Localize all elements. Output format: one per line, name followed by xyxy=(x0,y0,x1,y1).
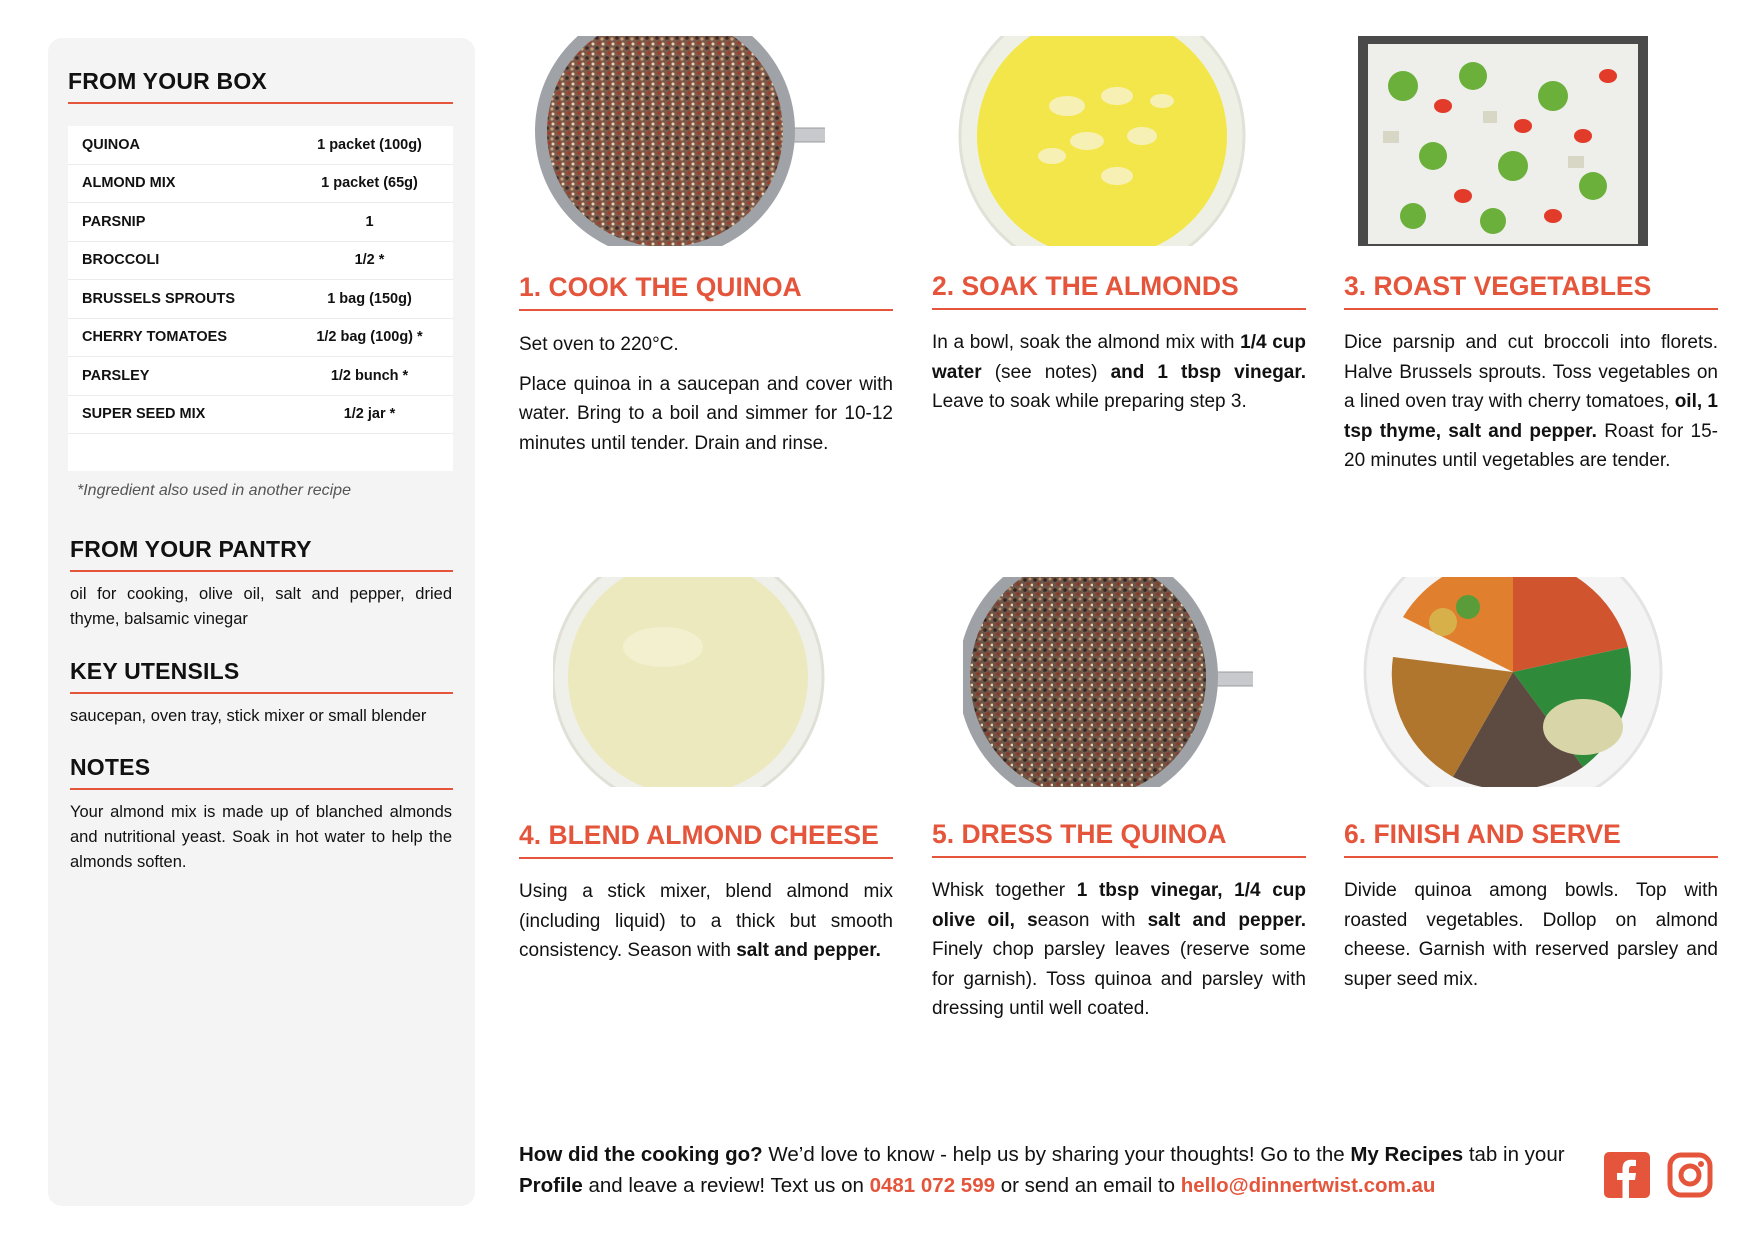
step-3-title: 3. ROAST VEGETABLES xyxy=(1344,271,1718,310)
ingredient-qty: 1/2 bunch * xyxy=(330,367,409,384)
quinoa-strainer-image xyxy=(535,36,825,246)
my-recipes-label: My Recipes xyxy=(1350,1143,1464,1166)
step-2-bold: 1/4 cup water xyxy=(932,332,1306,383)
footer-text: and leave a review! Text us on xyxy=(582,1174,870,1197)
ingredient-name: BROCCOLI xyxy=(82,252,160,269)
step-5-bold: salt and pepper. xyxy=(1147,909,1306,931)
step-1-title: 1. COOK THE QUINOA xyxy=(519,272,893,311)
step-6-title: 6. FINISH AND SERVE xyxy=(1344,819,1718,858)
dressed-quinoa-image xyxy=(963,577,1253,787)
step-2-bold: and 1 tbsp vinegar. xyxy=(1110,361,1307,383)
step-6-body xyxy=(1344,876,1718,994)
step-4-text: Using a stick mixer, blend almond mix (including liquid) to a thick but smooth consistency. Season with xyxy=(519,881,893,961)
ingredient-row xyxy=(68,242,453,281)
email-link[interactable]: hello@dinnertwist.com.au xyxy=(1180,1174,1436,1197)
feedback-footer xyxy=(519,1139,1579,1201)
footer-text: We’d love to know - help us by sharing your thoughts! Go to the xyxy=(762,1143,1351,1166)
step-6-text: Divide quinoa among bowls. Top with roasted vegetables. Dollop on almond cheese. Garnish with reserved parsley and super seed mix. xyxy=(1344,880,1718,990)
step-2-text: (see notes) xyxy=(981,361,1111,383)
ingredient-row xyxy=(68,319,453,358)
step-3-bold: oil, 1 tsp thyme, salt and pepper. xyxy=(1344,391,1718,442)
step-2-body xyxy=(932,328,1306,417)
profile-label: Profile xyxy=(519,1174,583,1197)
step-2-text: In a bowl, soak the almond mix with xyxy=(932,332,1241,353)
step-5-text: Whisk together xyxy=(932,880,1077,901)
ingredient-qty: 1 bag (150g) xyxy=(327,290,412,307)
ingredient-qty: 1 packet (100g) xyxy=(317,136,422,153)
ingredient-row xyxy=(68,396,453,435)
step-3-text: Dice parsnip and cut broccoli into florets. Halve Brussels sprouts. Toss vegetables on a lined oven tray with cherry tomatoes, xyxy=(1344,332,1718,412)
ingredient-name: PARSLEY xyxy=(82,367,150,384)
step-1-body xyxy=(519,330,893,468)
key-utensils-heading: KEY UTENSILS xyxy=(70,658,453,694)
roasting-tray-image xyxy=(1353,36,1653,246)
almonds-bowl-image xyxy=(957,36,1247,246)
ingredient-name: ALMOND MIX xyxy=(82,175,176,192)
pantry-text: oil for cooking, olive oil, salt and pepper, dried thyme, balsamic vinegar xyxy=(70,585,452,628)
utensils-text: saucepan, oven tray, stick mixer or small blender xyxy=(70,707,427,725)
step-5-title: 5. DRESS THE QUINOA xyxy=(932,819,1306,858)
step-4-body xyxy=(519,877,893,966)
step-2-title: 2. SOAK THE ALMONDS xyxy=(932,271,1306,310)
ingredient-name: CHERRY TOMATOES xyxy=(82,329,228,346)
ingredient-qty: 1/2 * xyxy=(354,252,385,269)
step-3-text: Roast for 15-20 minutes until vegetables are tender. xyxy=(1344,420,1718,471)
phone-link[interactable]: 0481 072 599 xyxy=(869,1174,995,1197)
ingredient-name: SUPER SEED MIX xyxy=(82,406,206,423)
ingredient-qty: 1/2 jar * xyxy=(343,406,396,423)
ingredient-row xyxy=(68,126,453,165)
step-1-text: Set oven to 220°C. xyxy=(519,334,679,355)
from-your-pantry-heading: FROM YOUR PANTRY xyxy=(70,536,453,572)
from-your-box-heading: FROM YOUR BOX xyxy=(68,68,453,104)
step-5-text: eason with xyxy=(1037,909,1148,931)
ingredient-row xyxy=(68,203,453,242)
ingredient-row xyxy=(68,280,453,319)
feedback-question: How did the cooking go? xyxy=(519,1143,763,1166)
ingredients-sidebar xyxy=(48,38,475,1206)
instagram-icon[interactable] xyxy=(1667,1152,1713,1202)
ingredient-name: BRUSSELS SPROUTS xyxy=(82,290,236,307)
step-5-body xyxy=(932,876,1306,1024)
step-5-bold: 1 tbsp vinegar, 1/4 cup olive oil, s xyxy=(932,880,1306,931)
ingredient-row xyxy=(68,357,453,396)
ingredient-qty: 1 packet (65g) xyxy=(321,175,418,192)
step-3-body xyxy=(1344,328,1718,476)
ingredient-qty: 1/2 bag (100g) * xyxy=(316,329,423,346)
step-5-text: Finely chop parsley leaves (reserve some for garnish). Toss quinoa and parsley with dressing until well coated. xyxy=(932,939,1306,1019)
notes-text: Your almond mix is made up of blanched almonds and nutritional yeast. Soak in hot water to help the almonds soften. xyxy=(70,803,452,871)
footer-text: or send an email to xyxy=(995,1174,1181,1197)
facebook-icon[interactable] xyxy=(1604,1152,1650,1202)
footer-text: tab in your xyxy=(1463,1143,1565,1166)
ingredient-qty: 1 xyxy=(365,213,374,230)
finished-bowl-image xyxy=(1363,577,1663,787)
step-1-text: Place quinoa in a saucepan and cover with water. Bring to a boil and simmer for 10-12 minutes until tender. Drain and rinse. xyxy=(519,373,893,454)
step-4-title: 4. BLEND ALMOND CHEESE xyxy=(519,820,893,859)
almond-cheese-image xyxy=(553,577,843,787)
ingredient-name: PARSNIP xyxy=(82,213,146,230)
ingredient-footnote: *Ingredient also used in another recipe xyxy=(77,482,351,499)
ingredient-name: QUINOA xyxy=(82,136,140,153)
step-2-text: Leave to soak while preparing step 3. xyxy=(932,391,1247,412)
ingredients-table xyxy=(68,126,453,471)
notes-heading: NOTES xyxy=(70,754,453,790)
ingredient-row xyxy=(68,165,453,204)
step-4-bold: salt and pepper. xyxy=(736,940,881,961)
